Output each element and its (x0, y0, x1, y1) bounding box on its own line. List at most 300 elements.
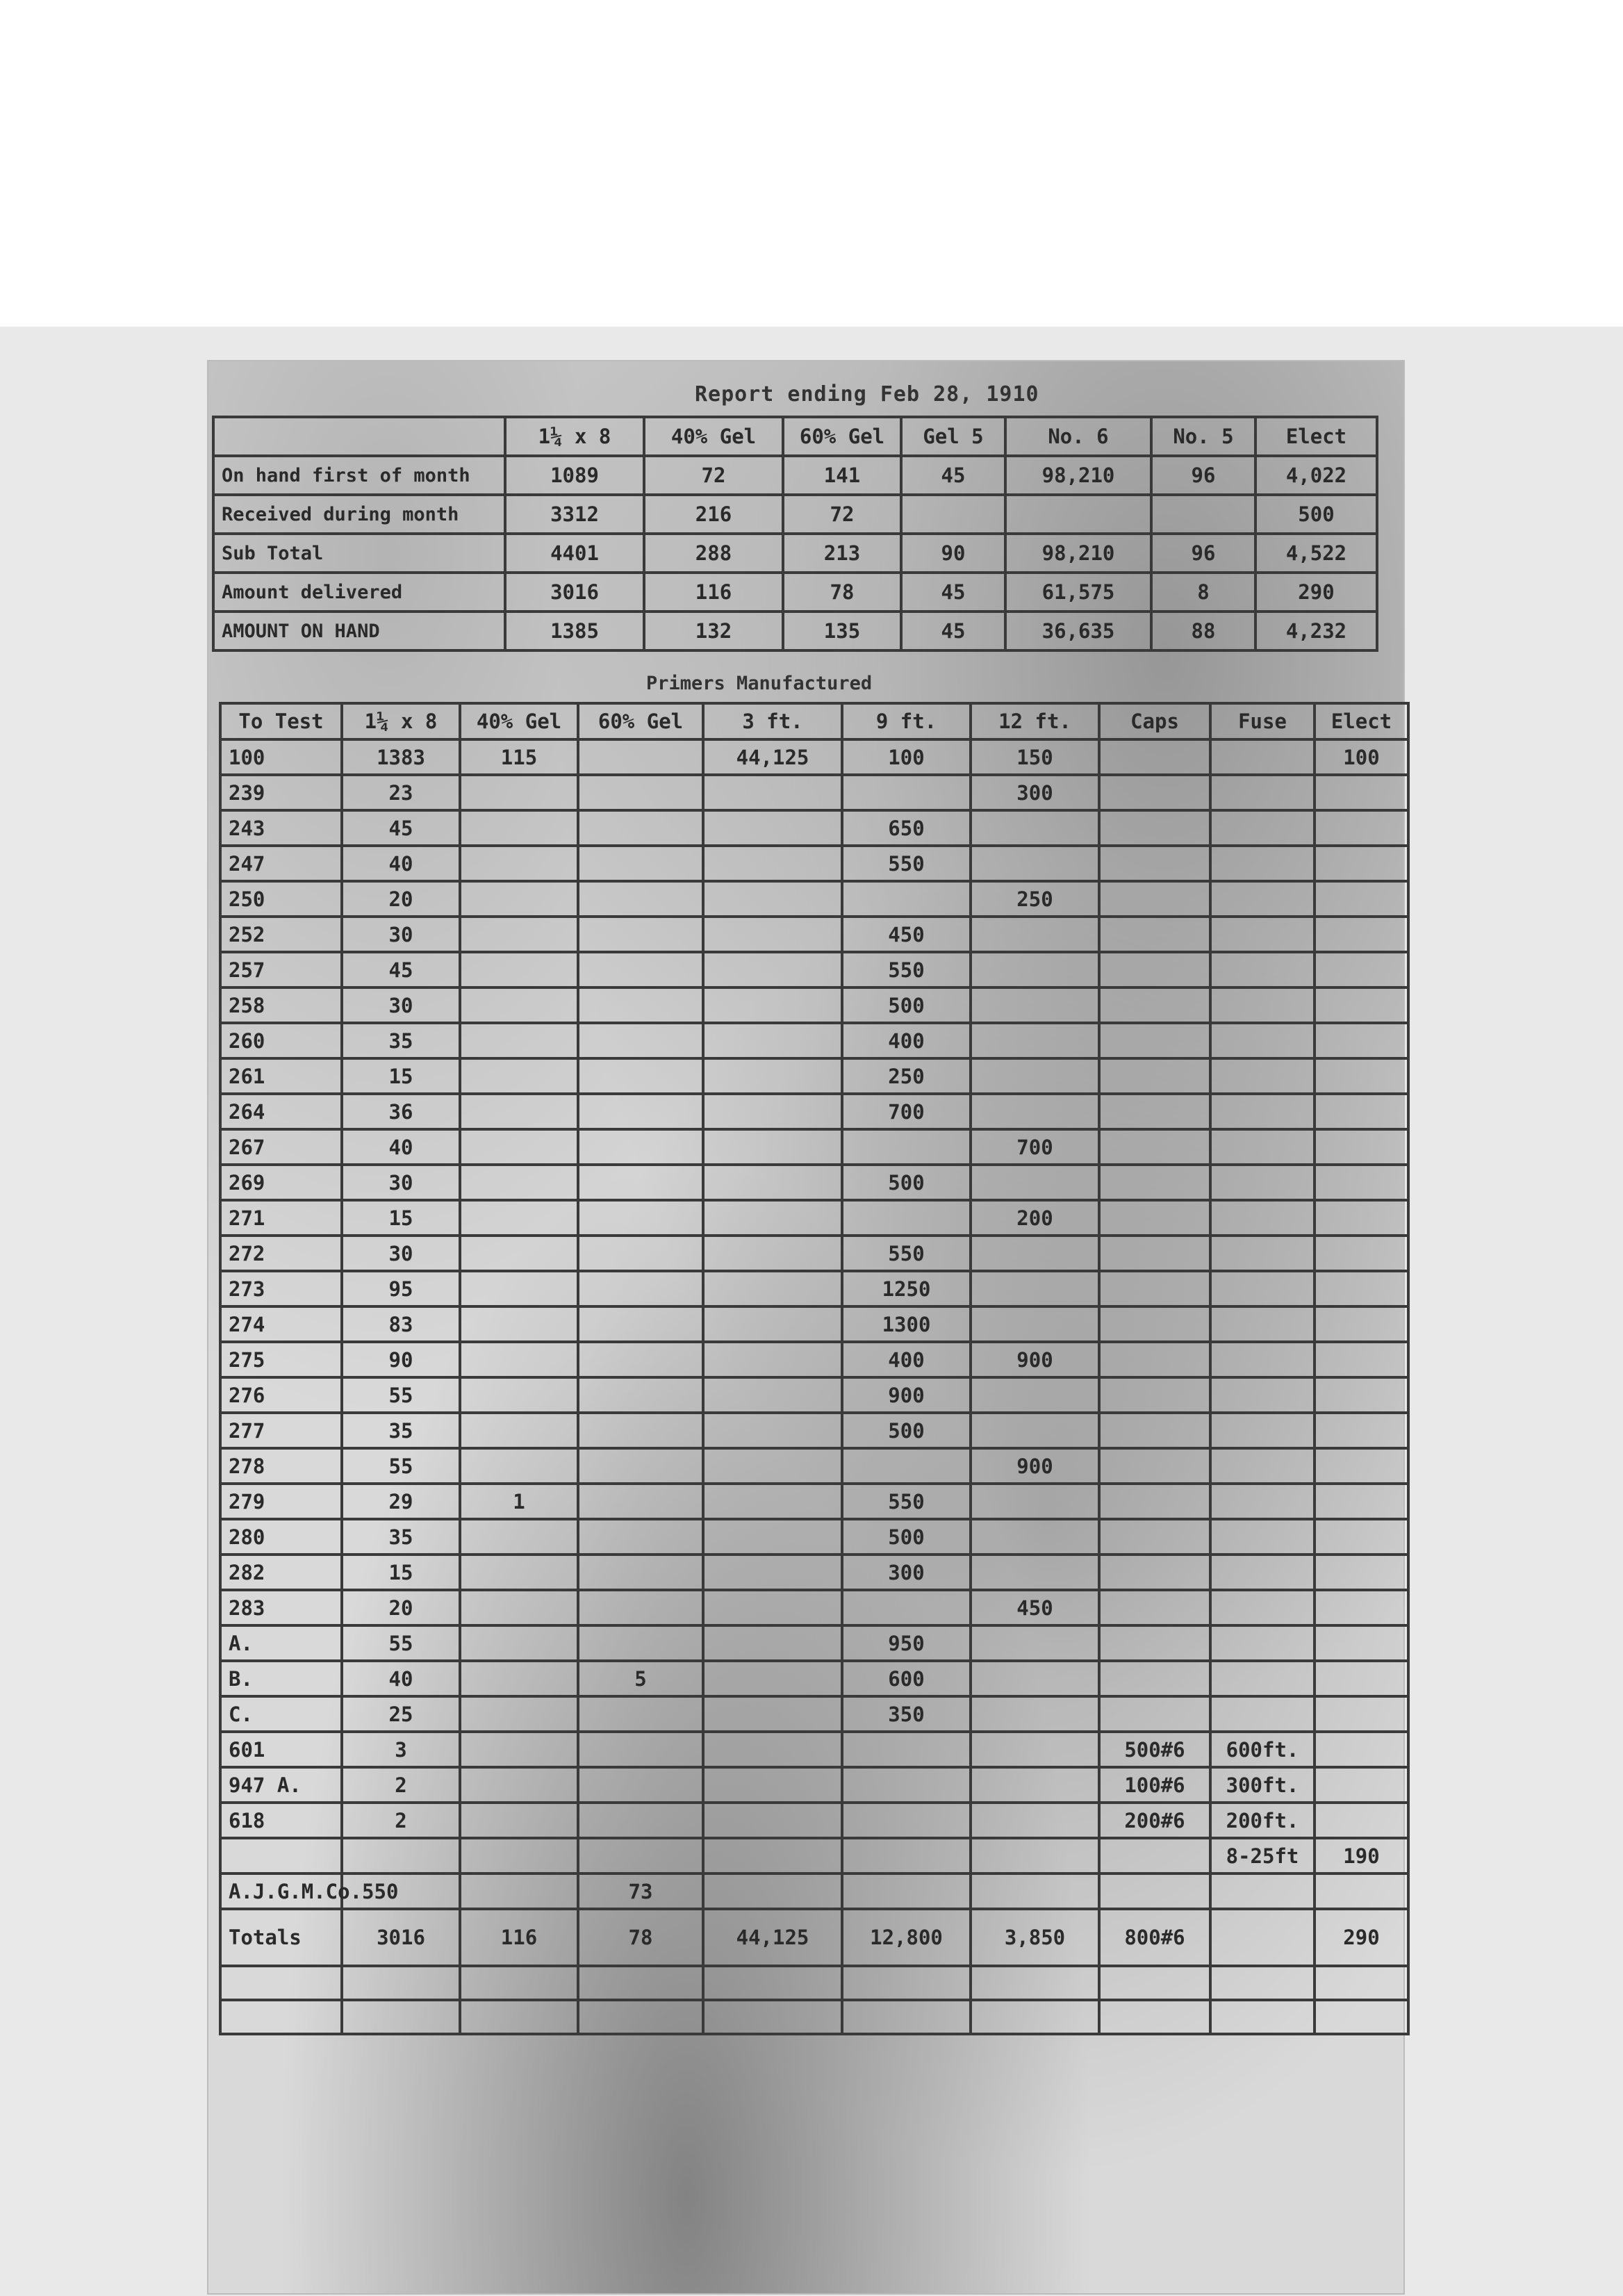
totals-cell: 78 (578, 1909, 703, 1966)
table-cell (1210, 1448, 1315, 1484)
table-cell (703, 1696, 842, 1732)
summary-cell (901, 495, 1005, 534)
table-cell (578, 881, 703, 917)
table-cell (703, 1129, 842, 1165)
totals-cell: 3016 (342, 1909, 460, 1966)
table-cell: 900 (971, 1448, 1099, 1484)
table-cell (460, 881, 578, 917)
table-cell (1099, 917, 1210, 952)
table-cell: A.J.G.M.Co.550 (220, 1873, 342, 1909)
table-cell (1099, 1342, 1210, 1377)
table-cell: 950 (842, 1625, 971, 1661)
table-cell (1315, 1519, 1408, 1555)
table-cell (1315, 1306, 1408, 1342)
table-row (220, 1094, 1408, 1129)
table-cell (971, 1838, 1099, 1873)
summary-cell: 98,210 (1005, 456, 1151, 495)
summary-cell: 4,232 (1255, 612, 1377, 650)
primers-column-header: 3 ft. (703, 703, 842, 739)
table-cell: 15 (342, 1200, 460, 1236)
table-cell (1099, 775, 1210, 810)
summary-cell (1151, 495, 1255, 534)
table-cell: 200ft. (1210, 1803, 1315, 1838)
table-cell: 1250 (842, 1271, 971, 1306)
summary-column-header: No. 6 (1005, 417, 1151, 456)
table-cell: 2 (342, 1803, 460, 1838)
table-cell (1315, 881, 1408, 917)
blank-cell (342, 2000, 460, 2034)
summary-cell: 72 (644, 456, 783, 495)
table-cell: 73 (578, 1873, 703, 1909)
table-cell (1210, 1555, 1315, 1590)
table-cell (1099, 1129, 1210, 1165)
table-cell (578, 1200, 703, 1236)
table-cell: 300ft. (1210, 1767, 1315, 1803)
table-row (220, 1590, 1408, 1625)
table-cell: 550 (842, 846, 971, 881)
primers-title: Primers Manufactured (646, 673, 873, 694)
primers-column-header: Elect (1315, 703, 1408, 739)
table-cell: 1300 (842, 1306, 971, 1342)
table-cell: 600 (842, 1661, 971, 1696)
summary-row (213, 456, 1377, 495)
table-cell (703, 1590, 842, 1625)
summary-cell: 88 (1151, 612, 1255, 650)
table-cell: 900 (842, 1377, 971, 1413)
table-row (220, 1555, 1408, 1590)
table-row (220, 917, 1408, 952)
table-row (220, 1873, 1408, 1909)
summary-row-label: AMOUNT ON HAND (213, 612, 505, 650)
table-cell (1210, 1873, 1315, 1909)
table-cell (971, 1058, 1099, 1094)
table-cell (1315, 1165, 1408, 1200)
table-cell (578, 1448, 703, 1484)
summary-cell: 216 (644, 495, 783, 534)
blank-cell (971, 2000, 1099, 2034)
table-cell (842, 1873, 971, 1909)
totals-cell: Totals (220, 1909, 342, 1966)
table-cell: 8-25ft (1210, 1838, 1315, 1873)
totals-cell: 290 (1315, 1909, 1408, 1966)
table-cell: 700 (842, 1094, 971, 1129)
table-cell (578, 1838, 703, 1873)
table-cell (460, 1058, 578, 1094)
table-cell (971, 1873, 1099, 1909)
totals-cell: 3,850 (971, 1909, 1099, 1966)
table-cell (1315, 1590, 1408, 1625)
table-cell: 1 (460, 1484, 578, 1519)
table-cell (703, 881, 842, 917)
table-cell: 280 (220, 1519, 342, 1555)
table-cell (703, 1625, 842, 1661)
table-cell (703, 1236, 842, 1271)
table-cell (460, 846, 578, 881)
table-cell: 247 (220, 846, 342, 881)
totals-cell: 44,125 (703, 1909, 842, 1966)
table-row (220, 1661, 1408, 1696)
table-cell (842, 775, 971, 810)
blank-cell (703, 2000, 842, 2034)
table-cell (460, 917, 578, 952)
table-cell (703, 1413, 842, 1448)
table-cell (1099, 1838, 1210, 1873)
table-row (220, 1767, 1408, 1803)
summary-cell: 116 (644, 573, 783, 612)
table-cell (1210, 987, 1315, 1023)
blank-cell (842, 1966, 971, 2000)
table-cell (1099, 1555, 1210, 1590)
table-cell: 274 (220, 1306, 342, 1342)
table-cell (1099, 1519, 1210, 1555)
table-cell (1099, 1413, 1210, 1448)
table-row (220, 1732, 1408, 1767)
table-cell (460, 1873, 578, 1909)
table-cell: 40 (342, 1661, 460, 1696)
table-cell (578, 1519, 703, 1555)
table-cell (578, 1696, 703, 1732)
table-cell: 35 (342, 1519, 460, 1555)
table-cell (578, 987, 703, 1023)
table-cell (578, 1803, 703, 1838)
table-cell: 5 (578, 1661, 703, 1696)
table-cell (1210, 1129, 1315, 1165)
summary-cell: 36,635 (1005, 612, 1151, 650)
report-title: Report ending Feb 28, 1910 (695, 382, 1039, 407)
table-cell: 261 (220, 1058, 342, 1094)
table-cell: 276 (220, 1377, 342, 1413)
table-cell (1210, 917, 1315, 952)
table-cell (1315, 1873, 1408, 1909)
table-row (220, 1271, 1408, 1306)
summary-cell: 45 (901, 612, 1005, 650)
table-cell: 239 (220, 775, 342, 810)
table-cell (1210, 1023, 1315, 1058)
table-cell: 20 (342, 1590, 460, 1625)
table-cell (1099, 1200, 1210, 1236)
table-cell (971, 1661, 1099, 1696)
summary-column-header: Gel 5 (901, 417, 1005, 456)
primers-column-header: 9 ft. (842, 703, 971, 739)
table-cell: 250 (842, 1058, 971, 1094)
table-cell (1099, 881, 1210, 917)
table-cell (703, 917, 842, 952)
table-row (220, 987, 1408, 1023)
table-cell (1210, 1661, 1315, 1696)
table-cell (1099, 1271, 1210, 1306)
table-cell (460, 1094, 578, 1129)
table-cell (842, 1590, 971, 1625)
table-cell (1210, 1271, 1315, 1306)
table-row (220, 1129, 1408, 1165)
table-cell: 272 (220, 1236, 342, 1271)
table-cell: 29 (342, 1484, 460, 1519)
table-cell (1210, 1377, 1315, 1413)
blank-cell (220, 2000, 342, 2034)
table-cell: 275 (220, 1342, 342, 1377)
summary-column-header: 1¼ x 8 (505, 417, 644, 456)
table-cell (578, 1377, 703, 1413)
table-cell (578, 1732, 703, 1767)
table-cell (1210, 1625, 1315, 1661)
table-row (220, 739, 1408, 775)
table-cell: 100 (1315, 739, 1408, 775)
totals-cell: 800#6 (1099, 1909, 1210, 1966)
table-cell (971, 1023, 1099, 1058)
table-cell (971, 1767, 1099, 1803)
table-cell (842, 881, 971, 917)
summary-cell (1005, 495, 1151, 534)
summary-cell: 132 (644, 612, 783, 650)
table-cell: 35 (342, 1023, 460, 1058)
table-cell (1099, 846, 1210, 881)
blank-cell (971, 1966, 1099, 2000)
table-cell (460, 775, 578, 810)
table-cell (842, 1838, 971, 1873)
summary-cell: 96 (1151, 534, 1255, 573)
summary-column-header: Elect (1255, 417, 1377, 456)
table-cell (703, 1377, 842, 1413)
table-cell (703, 1767, 842, 1803)
table-cell (971, 917, 1099, 952)
table-row (220, 1200, 1408, 1236)
table-cell (460, 1519, 578, 1555)
table-cell (1315, 1413, 1408, 1448)
table-cell: 283 (220, 1590, 342, 1625)
table-cell: 350 (842, 1696, 971, 1732)
blank-row (220, 2000, 1408, 2034)
summary-row (213, 534, 1377, 573)
summary-cell: 45 (901, 456, 1005, 495)
summary-column-header: No. 5 (1151, 417, 1255, 456)
table-row (220, 1342, 1408, 1377)
table-cell: 55 (342, 1377, 460, 1413)
table-cell (1099, 987, 1210, 1023)
summary-cell: 3016 (505, 573, 644, 612)
table-cell: 30 (342, 1236, 460, 1271)
table-cell (703, 1448, 842, 1484)
table-cell: 550 (842, 1236, 971, 1271)
table-cell (842, 1767, 971, 1803)
table-cell: 20 (342, 881, 460, 917)
table-row (220, 1058, 1408, 1094)
primers-column-header: Caps (1099, 703, 1210, 739)
table-cell (971, 987, 1099, 1023)
table-cell (578, 1271, 703, 1306)
table-cell (971, 1377, 1099, 1413)
table-cell (1099, 1094, 1210, 1129)
inventory-summary-table (212, 416, 1378, 652)
table-row (220, 1023, 1408, 1058)
table-cell: C. (220, 1696, 342, 1732)
table-cell (703, 1838, 842, 1873)
table-cell: 243 (220, 810, 342, 846)
table-cell (578, 1023, 703, 1058)
table-cell (703, 987, 842, 1023)
table-cell: 500 (842, 987, 971, 1023)
table-cell: 100 (842, 739, 971, 775)
table-cell (971, 1696, 1099, 1732)
table-cell (971, 1094, 1099, 1129)
table-cell (1315, 917, 1408, 952)
table-row (220, 1838, 1408, 1873)
table-cell: B. (220, 1661, 342, 1696)
table-cell (1210, 1342, 1315, 1377)
table-cell (1315, 1767, 1408, 1803)
summary-cell: 290 (1255, 573, 1377, 612)
table-cell (460, 1023, 578, 1058)
table-cell (971, 810, 1099, 846)
blank-cell (1210, 2000, 1315, 2034)
table-cell: 55 (342, 1448, 460, 1484)
summary-cell: 4,522 (1255, 534, 1377, 573)
table-cell: 264 (220, 1094, 342, 1129)
table-cell (703, 952, 842, 987)
table-cell (578, 1094, 703, 1129)
summary-cell: 4,022 (1255, 456, 1377, 495)
table-cell (703, 1484, 842, 1519)
table-cell: 500 (842, 1519, 971, 1555)
table-cell (703, 1555, 842, 1590)
table-row (220, 1519, 1408, 1555)
table-cell: 115 (460, 739, 578, 775)
table-row (220, 1803, 1408, 1838)
table-cell (460, 1413, 578, 1448)
table-cell (1099, 810, 1210, 846)
table-cell (703, 1732, 842, 1767)
table-cell (460, 1165, 578, 1200)
table-cell: 300 (971, 775, 1099, 810)
table-row (220, 1413, 1408, 1448)
table-cell (971, 1625, 1099, 1661)
table-cell: 25 (342, 1696, 460, 1732)
table-cell: 30 (342, 917, 460, 952)
table-cell: 30 (342, 1165, 460, 1200)
blank-cell (1315, 2000, 1408, 2034)
table-cell (703, 1271, 842, 1306)
table-row (220, 1448, 1408, 1484)
table-cell (1315, 1661, 1408, 1696)
primers-column-header: To Test (220, 703, 342, 739)
table-cell (1315, 1200, 1408, 1236)
table-cell (460, 952, 578, 987)
table-row (220, 1696, 1408, 1732)
blank-row (220, 1966, 1408, 2000)
table-cell: 40 (342, 846, 460, 881)
table-cell: 279 (220, 1484, 342, 1519)
table-cell: 252 (220, 917, 342, 952)
table-cell (220, 1838, 342, 1873)
table-cell: 258 (220, 987, 342, 1023)
table-row (220, 1165, 1408, 1200)
table-cell: 250 (971, 881, 1099, 917)
totals-cell (1210, 1909, 1315, 1966)
table-cell (578, 1129, 703, 1165)
table-cell (971, 952, 1099, 987)
table-cell (578, 1625, 703, 1661)
table-cell (703, 1058, 842, 1094)
table-cell (1210, 775, 1315, 810)
table-cell (1099, 1058, 1210, 1094)
table-cell (460, 1129, 578, 1165)
table-cell: 267 (220, 1129, 342, 1165)
table-cell (971, 1271, 1099, 1306)
table-cell (703, 1200, 842, 1236)
blank-cell (460, 1966, 578, 2000)
table-cell: 282 (220, 1555, 342, 1590)
table-cell (1210, 1696, 1315, 1732)
table-cell (1315, 1732, 1408, 1767)
summary-cell: 3312 (505, 495, 644, 534)
table-cell (1210, 1306, 1315, 1342)
table-cell (1210, 1236, 1315, 1271)
table-cell: 257 (220, 952, 342, 987)
table-cell (971, 1732, 1099, 1767)
summary-row (213, 612, 1377, 650)
primers-manufactured-table (219, 702, 1410, 2035)
blank-cell (703, 1966, 842, 2000)
table-cell (1210, 1165, 1315, 1200)
summary-row-label: Received during month (213, 495, 505, 534)
totals-row (220, 1909, 1408, 1966)
table-cell (1210, 1094, 1315, 1129)
table-cell (842, 1200, 971, 1236)
table-cell: 45 (342, 952, 460, 987)
totals-cell: 12,800 (842, 1909, 971, 1966)
table-row (220, 775, 1408, 810)
table-cell (460, 1306, 578, 1342)
table-cell (578, 1342, 703, 1377)
table-cell: 273 (220, 1271, 342, 1306)
blank-cell (1315, 1966, 1408, 2000)
table-cell (971, 1519, 1099, 1555)
table-cell (842, 1732, 971, 1767)
primers-column-header: 60% Gel (578, 703, 703, 739)
table-cell (1210, 1200, 1315, 1236)
table-cell (460, 1803, 578, 1838)
table-cell: 550 (842, 1484, 971, 1519)
table-cell (703, 1094, 842, 1129)
blank-cell (1099, 1966, 1210, 2000)
table-cell (1099, 1448, 1210, 1484)
primers-header-row (220, 703, 1408, 739)
table-cell (1099, 1625, 1210, 1661)
table-cell (1315, 1803, 1408, 1838)
summary-column-header: 40% Gel (644, 417, 783, 456)
table-cell: 400 (842, 1023, 971, 1058)
table-cell (460, 1377, 578, 1413)
table-cell: 30 (342, 987, 460, 1023)
primers-column-header: 1¼ x 8 (342, 703, 460, 739)
summary-cell: 1385 (505, 612, 644, 650)
table-cell (703, 1165, 842, 1200)
table-cell (703, 1306, 842, 1342)
table-cell (1210, 1413, 1315, 1448)
summary-row-label: On hand first of month (213, 456, 505, 495)
blank-cell (460, 2000, 578, 2034)
table-cell (703, 846, 842, 881)
table-cell (703, 1519, 842, 1555)
table-cell: 55 (342, 1625, 460, 1661)
summary-cell: 500 (1255, 495, 1377, 534)
table-cell: 269 (220, 1165, 342, 1200)
table-cell (578, 1767, 703, 1803)
table-cell (1099, 1377, 1210, 1413)
table-cell (578, 1590, 703, 1625)
table-row (220, 1236, 1408, 1271)
table-cell: A. (220, 1625, 342, 1661)
summary-cell: 141 (783, 456, 901, 495)
